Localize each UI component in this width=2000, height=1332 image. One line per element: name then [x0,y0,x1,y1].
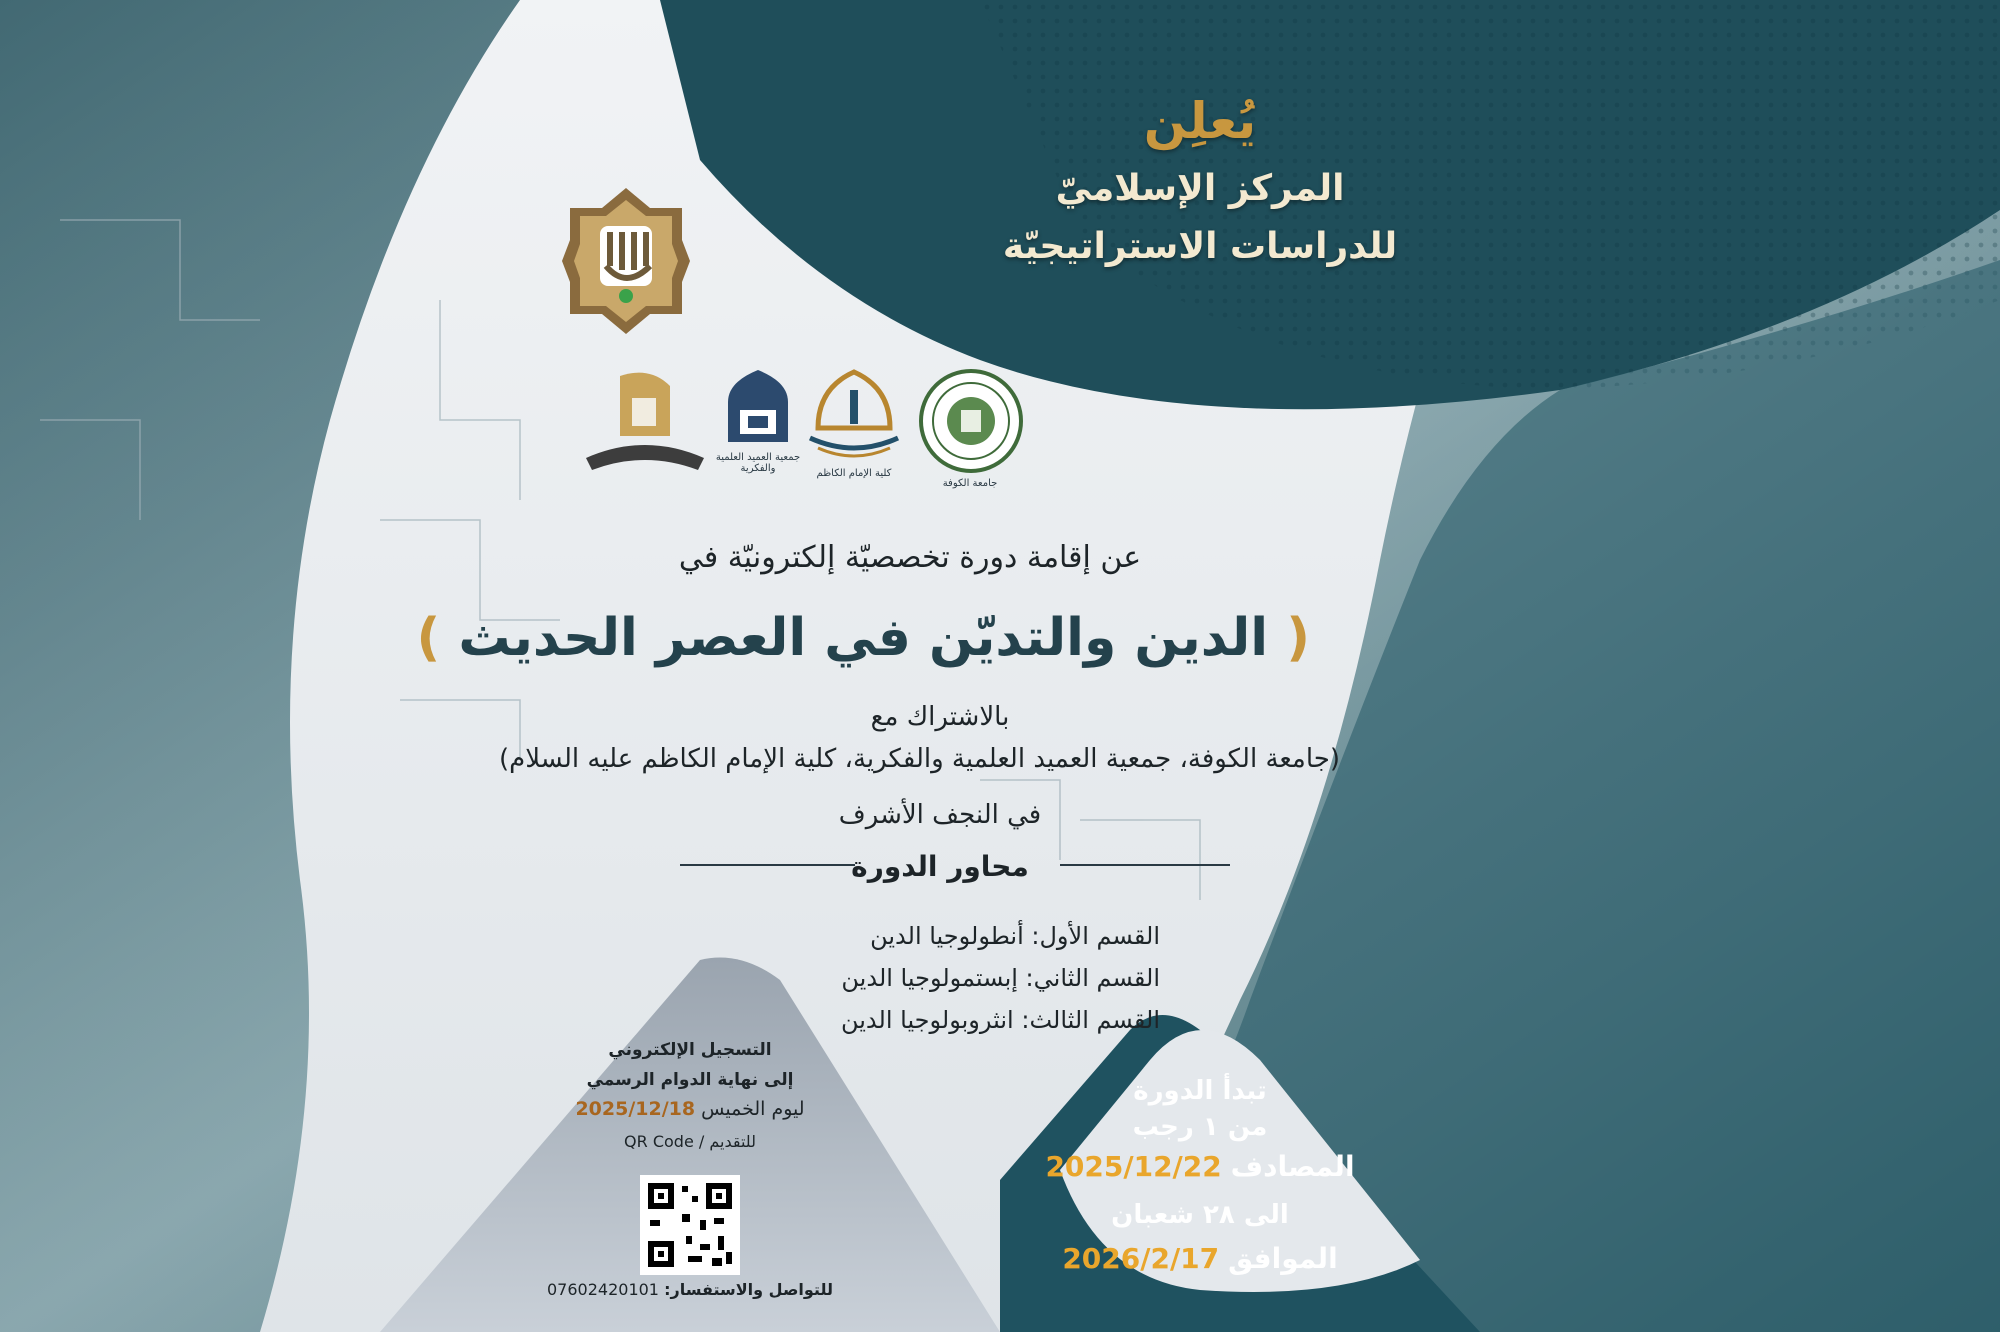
registration-deadline-note: إلى نهاية الدوام الرسمي [586,1070,794,1090]
islamic-center-emblem [560,186,692,336]
announces-label: يُعلِن [1143,92,1257,150]
partnership-label: بالاشتراك مع [870,702,1010,732]
schedule-corresponding1: المصادف [1230,1150,1355,1183]
section-3: القسم الثالث: انثروبولوجيا الدين [840,1006,1160,1034]
schedule-corresponding2: الموافق [1228,1242,1338,1275]
title-close-paren: ) [416,608,441,668]
axes-heading: محاور الدورة [851,850,1029,883]
contact-row [540,1280,840,1299]
course-title-text: الدين والتديّن في العصر الحديث [458,608,1269,668]
registration-day-label: ليوم الخميس [701,1098,805,1120]
partners-list: (جامعة الكوفة، جمعية العميد العلمية والفكرية، كلية الإمام الكاظم عليه السلام) [499,744,1340,774]
schedule-end-row [1050,1242,1350,1275]
sections-list [760,915,1160,1041]
section-1: القسم الأول: أنطولوجيا الدين [870,922,1160,950]
shrine-calligraphy-logo [580,366,710,478]
registration-date-row [540,1098,840,1120]
university-of-kufa-logo [918,368,1024,474]
qr-code[interactable] [640,1175,740,1275]
course-title [416,608,1310,668]
kufa-caption: جامعة الكوفة [942,478,998,489]
registration-title: التسجيل الإلكتروني [608,1040,772,1060]
ameed-caption: جمعية العميد العلمية والفكرية [715,452,801,474]
org-name-line1: المركز الإسلاميّ [1055,168,1345,209]
schedule-start-row [1020,1150,1380,1183]
kadhim-caption: كلية الإمام الكاظم [816,468,892,479]
schedule-start-date: 2025/12/22 [1045,1150,1222,1183]
contact-label: للتواصل والاستفسار: [664,1280,833,1299]
title-open-paren: ( [1286,608,1310,668]
schedule-from: من ١ رجب [1132,1112,1268,1142]
location-text: في النجف الأشرف [838,800,1042,830]
registration-date: 2025/12/18 [575,1098,696,1120]
contact-phone[interactable]: 07602420101 [547,1280,659,1299]
org-name-line2: للدراسات الاستراتيجيّة [1002,226,1398,267]
schedule-starts: تبدأ الدورة [1133,1076,1267,1106]
section-2: القسم الثاني: إبستمولوجيا الدين [841,964,1160,992]
al-ameed-association-logo [718,362,798,448]
schedule-end-date: 2026/2/17 [1062,1242,1220,1275]
intro-text: عن إقامة دورة تخصصيّة إلكترونيّة في [678,540,1142,575]
qr-label: للتقديم / QR Code [624,1132,756,1151]
schedule-to: الى ٢٨ شعبان [1111,1200,1289,1230]
